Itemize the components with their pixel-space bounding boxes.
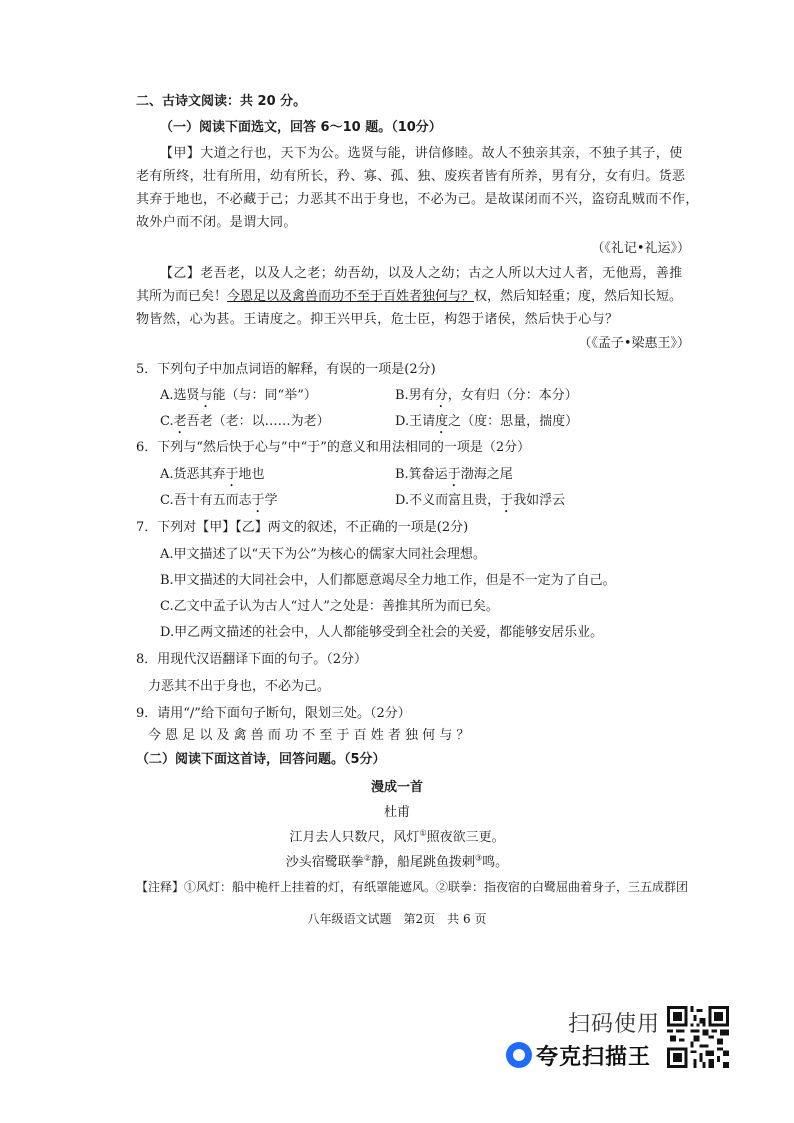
option-text: 能（与：同“举”） — [212, 388, 317, 403]
passage-yi-line: 【乙】老吾老，以及人之老；幼吾幼，以及人之幼；古之人所以大过人者，无他焉，善推 — [160, 266, 683, 281]
dotted-word: 于 — [251, 493, 265, 508]
page-footer: 八年级语文试题 第2页 共 6 页 — [307, 912, 487, 926]
question-6-stem: 6．下列与“然后快于心与”中“于”的意义和用法相同的一项是（2分） — [136, 440, 531, 455]
note-marker: ② — [363, 853, 371, 863]
option-text: A.选贤 — [160, 388, 200, 403]
section-title: 二、古诗文阅读：共 20 分。 — [136, 94, 307, 109]
q6-option-d — [395, 491, 565, 516]
option-text: C.吾十有五而志 — [160, 493, 252, 508]
passage-yi-text: 其所为而已矣！ — [136, 289, 228, 304]
poem-text: 沙头宿鹭联拳 — [285, 855, 364, 870]
dotted-word: 于 — [225, 467, 239, 482]
q5-option-c — [160, 412, 330, 437]
poem-author: 杜甫 — [383, 805, 410, 820]
qr-code-icon[interactable] — [667, 1006, 729, 1068]
q5-option-a — [160, 386, 317, 411]
option-text: 吾老（老：以……为老） — [186, 414, 330, 429]
option-text: ，女有归（分：本分） — [447, 388, 578, 403]
option-text: D.王请 — [395, 414, 436, 429]
poem-title: 漫成一首 — [370, 780, 423, 795]
app-name: 夸克扫描王 — [536, 1045, 652, 1070]
dotted-word: 于 — [500, 493, 514, 508]
option-text: D.不义而富且贵， — [395, 493, 501, 508]
dotted-word: 与 — [199, 388, 213, 403]
poem-text: 静，船尾跳鱼拨剌 — [370, 855, 475, 870]
scanner-watermark — [500, 1000, 740, 1080]
note-marker: ③ — [475, 853, 483, 863]
question-9-sentence: 今 恩 足 以 及 禽 兽 而 功 不 至 于 百 姓 者 独 何 与 ？ — [148, 728, 470, 743]
option-text: B.箕畚运 — [395, 467, 448, 482]
question-9-stem: 9．请用“/”给下面句子断句，限划三处。（2分） — [136, 706, 411, 721]
passage-jia-line: 故外户而不闭。是谓大同。 — [136, 215, 297, 230]
question-7-stem: 7．下列对【甲】【乙】两文的叙述，不正确的一项是(2分) — [136, 520, 469, 535]
q6-option-a — [160, 465, 265, 490]
scan-to-use-label: 扫码使用 — [568, 1012, 661, 1037]
q7-option-d: D.甲乙两文描述的社会中，人人都能够受到全社会的关爱，都能够安居乐业。 — [160, 625, 604, 640]
poem-line — [0, 851, 794, 870]
passage-jia-line: 老有所终，壮有所用，幼有所长，矜、寡、孤、独、废疾者皆有所养，男有分，女有归。货恶 — [136, 169, 686, 184]
option-text: C. — [160, 414, 174, 429]
dotted-word: 于 — [447, 467, 461, 482]
poem-text: 江月去人只数尺，风灯 — [289, 830, 420, 845]
passage-yi-line: 物皆然，心为甚。王请度之。抑王兴甲兵，危士臣，构怨于诸侯，然后快于心与？ — [136, 312, 619, 327]
question-5-stem: 5．下列句子中加点词语的解释，有误的一项是(2分) — [136, 362, 436, 377]
passage-jia-line: 【甲】大道之行也，天下为公。选贤与能，讲信修睦。故人不独亲其亲，不独子其子，使 — [160, 146, 683, 161]
passage-jia-line: 其弃于地也，不必藏于己；力恶其不出于身也，不必为己。是故谋闭而不兴，盗窃乱贼而不作， — [136, 192, 699, 207]
option-text: A.货恶其弃 — [160, 467, 226, 482]
option-text: 我如浮云 — [513, 493, 566, 508]
poem-text: 照夜欲三更。 — [426, 830, 505, 845]
q7-option-b: B.甲文描述的大同社会中，人们都愿意竭尽全力地工作，但是不一定为了自己。 — [160, 573, 616, 588]
passage-yi-underlined: 今恩足以及禽兽而功不至于百姓者独何与？ — [227, 289, 475, 304]
option-text: 地也 — [238, 467, 265, 482]
passage-yi-line — [136, 287, 682, 307]
part2-heading: （二）阅读下面这首诗，回答问题。（5分） — [136, 752, 386, 767]
passage-yi-text: 权，然后知轻重；度，然后知长短。 — [474, 289, 683, 304]
dotted-word: 度 — [435, 414, 449, 429]
note-marker: ① — [419, 828, 427, 838]
option-text: 渤海之尾 — [460, 467, 513, 482]
poem-text: 鸣。 — [482, 855, 509, 870]
option-text: B.男有 — [395, 388, 435, 403]
q5-option-d — [395, 412, 578, 437]
q5-option-b — [395, 386, 578, 411]
q7-option-c: C.乙文中孟子认为古人“过人”之处是：善推其所为而已矣。 — [160, 599, 499, 614]
poem-line — [0, 826, 794, 845]
question-8-stem: 8．用现代汉语翻译下面的句子。（2分） — [136, 652, 368, 667]
poem-annotation: 【注释】①风灯：船中桅杆上挂着的灯，有纸罩能遮风。②联拳：指夜宿的白鹭屈曲着身子，三五成群团 — [136, 880, 689, 894]
dotted-word: 分 — [434, 388, 448, 403]
part1-heading: （一）阅读下面选文，回答 6～10 题。（10分） — [160, 120, 442, 135]
passage-jia-source: （《礼记•礼运》） — [591, 241, 690, 256]
passage-yi-source: （《孟子•梁惠王》） — [578, 336, 690, 351]
dotted-word: 老 — [173, 414, 187, 429]
option-text: 学 — [264, 493, 278, 508]
quark-logo-icon — [506, 1042, 532, 1068]
q6-option-b — [395, 465, 513, 490]
q6-option-c — [160, 491, 278, 516]
question-8-sentence: 力恶其不出于身也，不必为己。 — [148, 679, 331, 694]
option-text: 之（度：思量，揣度） — [448, 414, 579, 429]
q7-option-a: A.甲文描述了以“天下为公”为核心的儒家大同社会理想。 — [160, 547, 486, 562]
